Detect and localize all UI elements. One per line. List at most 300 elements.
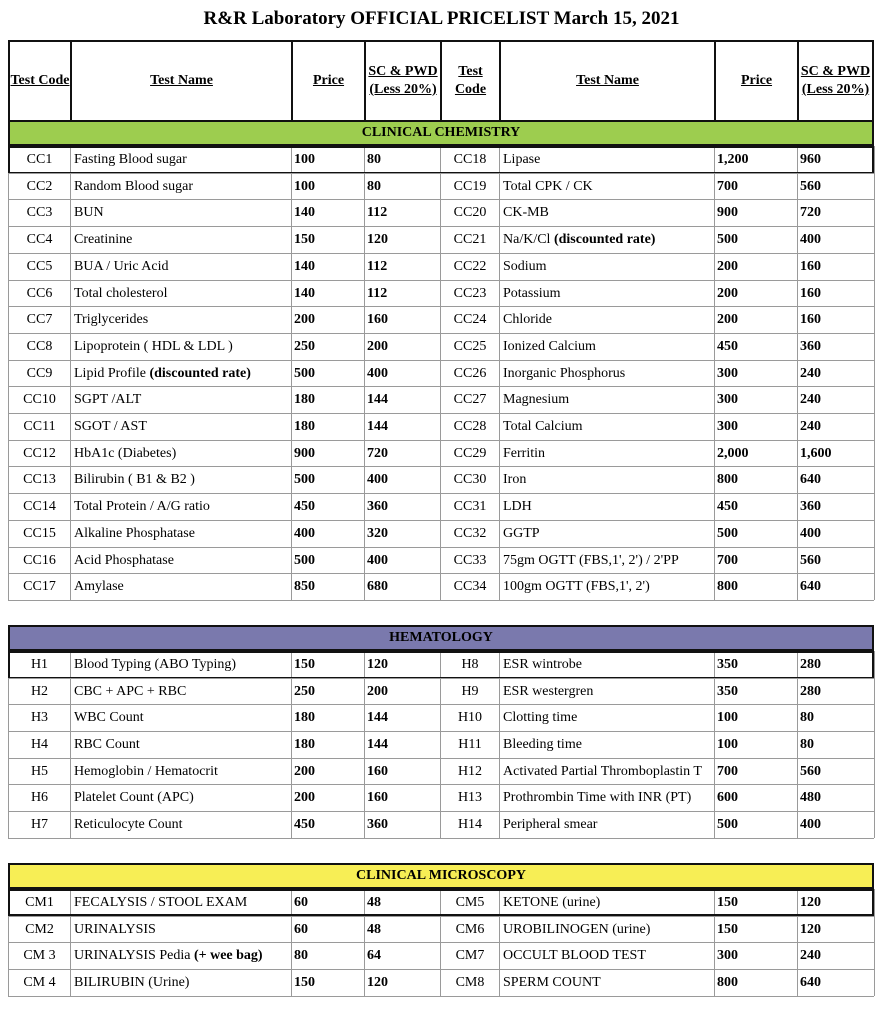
cell-text: Total CPK / CK (503, 178, 593, 194)
table-cell-name (70, 199, 291, 226)
cell-text: CC30 (453, 472, 487, 488)
table-cell-code (8, 969, 70, 996)
table-cell-price (714, 704, 797, 731)
cell-text: 144 (367, 419, 388, 434)
table-cell-code (8, 758, 70, 785)
cell-text: H4 (30, 737, 49, 752)
table-cell-name (70, 916, 291, 943)
table-cell-name (499, 253, 714, 280)
cell-text: CC3 (26, 205, 53, 221)
cell-text: CC5 (26, 258, 53, 274)
header-test-code (8, 40, 72, 122)
cell-text: H13 (457, 790, 483, 806)
cell-text: WBC Count (74, 710, 144, 726)
table-cell-sc (364, 440, 440, 467)
cell-text: ESR wintrobe (503, 656, 582, 672)
cell-text: 100 (717, 710, 738, 726)
table-cell-code (440, 758, 499, 785)
cell-text: Inorganic Phosphorus (503, 365, 626, 381)
cell-text: 80 (367, 152, 381, 167)
table-cell-name (70, 413, 291, 440)
table-cell-code (8, 360, 70, 387)
table-cell-name (499, 333, 714, 360)
cell-text: CC16 (23, 552, 56, 568)
cell-text: 800 (717, 472, 738, 488)
table-cell-name (499, 784, 714, 811)
table-cell-sc (797, 333, 874, 360)
table-cell-name (499, 280, 714, 307)
cell-text: 250 (294, 683, 315, 699)
section-spacer (8, 838, 874, 863)
cell-text: H6 (30, 790, 49, 806)
table-cell-name (499, 547, 714, 574)
table-cell-code (440, 440, 499, 467)
cell-text: CM6 (455, 921, 485, 937)
cell-text: 120 (800, 921, 821, 937)
cell-text: Hemoglobin / Hematocrit (74, 763, 218, 779)
discount-note: (discounted rate) (553, 232, 656, 248)
cell-text: CC7 (26, 312, 53, 328)
table-cell-name (70, 573, 291, 600)
table-cell-sc (797, 173, 874, 200)
table-cell-name (70, 758, 291, 785)
cell-text: Blood Typing (ABO Typing) (74, 656, 237, 672)
cell-text: H7 (30, 817, 49, 833)
table-cell-name (70, 226, 291, 253)
cell-text: CC8 (26, 338, 53, 354)
table-cell-sc (364, 253, 440, 280)
table-cell-code (440, 146, 499, 173)
cell-text: 150 (717, 894, 738, 910)
table-cell-code (440, 226, 499, 253)
cell-text: 240 (800, 948, 821, 964)
table-cell-price (291, 758, 364, 785)
table-cell-code (8, 306, 70, 333)
cell-text: Bleeding time (503, 737, 582, 752)
table-cell-price (714, 573, 797, 600)
cell-text: H10 (457, 710, 483, 726)
table-cell-price (714, 360, 797, 387)
table-cell-code (440, 678, 499, 705)
table-cell-name (499, 493, 714, 520)
cell-text: 720 (367, 445, 388, 461)
cell-text: 160 (800, 312, 821, 328)
table-cell-name (70, 440, 291, 467)
cell-text: Bilirubin ( B1 & B2 ) (74, 472, 195, 488)
cell-text: 140 (294, 205, 315, 221)
table-cell-price (714, 173, 797, 200)
table-cell-price (291, 173, 364, 200)
cell-text: 160 (800, 285, 821, 301)
cell-text: 400 (800, 232, 821, 248)
cell-text: Platelet Count (APC) (74, 790, 194, 806)
table-cell-price (291, 226, 364, 253)
table-cell-name (499, 573, 714, 600)
table-cell-sc (797, 386, 874, 413)
cell-text: 120 (367, 656, 388, 672)
table-cell-code (440, 651, 499, 678)
table-cell-name (70, 969, 291, 996)
cell-text: 160 (367, 790, 388, 806)
section-hematology-header: HEMATOLOGY (8, 625, 874, 651)
cell-text: 600 (717, 790, 738, 806)
table-cell-code (8, 889, 70, 916)
cell-text: 350 (717, 683, 738, 699)
table-cell-code (8, 547, 70, 574)
table-cell-code (8, 413, 70, 440)
table-cell-sc (364, 731, 440, 758)
cell-text: 400 (294, 525, 315, 541)
section-spacer (8, 600, 874, 625)
table-cell-price (291, 651, 364, 678)
cell-text: Chloride (503, 312, 552, 328)
table-cell-code (440, 784, 499, 811)
table-cell-code (8, 651, 70, 678)
table-cell-code (8, 440, 70, 467)
cell-text: CC29 (453, 445, 487, 461)
table-cell-name (70, 146, 291, 173)
cell-text: 280 (800, 683, 821, 699)
cell-text: Reticulocyte Count (74, 817, 183, 833)
cell-text: CC23 (453, 285, 487, 301)
table-cell-sc (797, 280, 874, 307)
cell-text: CC21 (453, 232, 487, 248)
table-cell-price (291, 678, 364, 705)
table-cell-name (70, 651, 291, 678)
cell-text: CC4 (26, 232, 53, 248)
table-cell-price (291, 704, 364, 731)
cell-text: 100 (294, 178, 315, 194)
cell-text: 800 (717, 974, 738, 990)
table-cell-code (8, 916, 70, 943)
cell-text: GGTP (503, 525, 540, 541)
cell-text: 480 (800, 790, 821, 806)
table-cell-code (440, 731, 499, 758)
table-cell-price (291, 811, 364, 838)
table-cell-sc (364, 413, 440, 440)
cell-text: 720 (800, 205, 821, 221)
cell-text: 680 (367, 579, 388, 595)
table-cell-sc (797, 360, 874, 387)
table-cell-code (8, 146, 70, 173)
table-cell-name (499, 942, 714, 969)
table-cell-code (8, 520, 70, 547)
table-cell-name (70, 386, 291, 413)
cell-text: Fasting Blood sugar (74, 152, 187, 167)
cell-text: 160 (367, 312, 388, 328)
cell-text: Acid Phosphatase (74, 552, 174, 568)
table-cell-sc (364, 199, 440, 226)
cell-text: CM 4 (23, 974, 56, 990)
table-cell-code (440, 811, 499, 838)
table-cell-price (291, 520, 364, 547)
table-cell-price (291, 413, 364, 440)
header-label: Price (312, 73, 345, 88)
table-cell-sc (797, 146, 874, 173)
table-cell-price (291, 466, 364, 493)
table-cell-price (714, 146, 797, 173)
cell-text: ESR westergren (503, 683, 594, 699)
cell-text: H14 (457, 817, 483, 833)
table-cell-code (8, 942, 70, 969)
cell-text: CC13 (23, 472, 56, 488)
section-clinical-chemistry-header: CLINICAL CHEMISTRY (8, 120, 874, 146)
cell-text: Clotting time (503, 710, 578, 726)
cell-text: 112 (367, 205, 388, 221)
table-cell-price (291, 333, 364, 360)
table-cell-code (440, 942, 499, 969)
table-cell-price (714, 493, 797, 520)
cell-text: 900 (717, 205, 738, 221)
table-cell-name (499, 440, 714, 467)
cell-text: UROBILINOGEN (urine) (503, 921, 651, 937)
table-cell-sc (364, 360, 440, 387)
table-cell-price (714, 811, 797, 838)
table-cell-price (714, 226, 797, 253)
table-cell-name (499, 199, 714, 226)
cell-text: Potassium (503, 285, 561, 301)
table-cell-sc (364, 889, 440, 916)
cell-text: OCCULT BLOOD TEST (503, 948, 646, 964)
table-cell-sc (364, 704, 440, 731)
table-cell-code (8, 280, 70, 307)
pricelist-table (0, 40, 883, 1024)
header-price (714, 40, 799, 122)
cell-text: LDH (503, 499, 532, 515)
table-cell-sc (364, 811, 440, 838)
table-cell-sc (364, 969, 440, 996)
header-label: Test Name (150, 73, 213, 88)
cell-text: 180 (294, 710, 315, 726)
table-cell-code (8, 811, 70, 838)
table-cell-code (440, 333, 499, 360)
cell-text: 1,600 (800, 445, 832, 461)
table-cell-sc (797, 520, 874, 547)
cell-text: CC19 (453, 178, 487, 194)
table-bottom-border (8, 996, 874, 997)
cell-text: 360 (800, 338, 821, 354)
table-cell-name (70, 360, 291, 387)
cell-text: 200 (294, 312, 315, 328)
table-cell-name (70, 704, 291, 731)
cell-text: Magnesium (503, 392, 570, 408)
table-cell-code (440, 704, 499, 731)
cell-text: FECALYSIS / STOOL EXAM (74, 894, 248, 910)
table-cell-price (714, 651, 797, 678)
cell-text: 500 (294, 472, 315, 488)
table-cell-name (70, 306, 291, 333)
cell-text: 250 (294, 338, 315, 354)
cell-text: Na/K/Cl (503, 232, 554, 248)
table-cell-price (714, 678, 797, 705)
table-cell-code (440, 493, 499, 520)
cell-text: Peripheral smear (503, 817, 598, 833)
table-cell-name (70, 520, 291, 547)
table-cell-sc (364, 146, 440, 173)
cell-text: CK-MB (503, 205, 549, 221)
table-cell-code (8, 784, 70, 811)
cell-text: Lipoprotein ( HDL & LDL ) (74, 338, 233, 354)
table-cell-sc (797, 758, 874, 785)
cell-text: CC6 (26, 285, 53, 301)
cell-text: 100 (717, 737, 738, 752)
table-cell-code (8, 386, 70, 413)
table-cell-sc (364, 226, 440, 253)
cell-text: 180 (294, 419, 315, 434)
table-cell-name (70, 466, 291, 493)
table-cell-code (8, 731, 70, 758)
table-cell-sc (364, 173, 440, 200)
cell-text: 100gm OGTT (FBS,1', 2') (503, 579, 650, 595)
cell-text: 800 (717, 579, 738, 595)
table-cell-price (291, 306, 364, 333)
table-cell-code (440, 969, 499, 996)
table-cell-name (499, 969, 714, 996)
cell-text: 150 (294, 232, 315, 248)
cell-text: 360 (800, 499, 821, 515)
table-cell-sc (797, 440, 874, 467)
table-cell-code (440, 413, 499, 440)
table-cell-price (291, 969, 364, 996)
table-cell-name (499, 520, 714, 547)
table-cell-name (499, 758, 714, 785)
table-cell-name (499, 704, 714, 731)
cell-text: 850 (294, 579, 315, 595)
cell-text: 200 (294, 790, 315, 806)
table-cell-price (291, 199, 364, 226)
cell-text: 75gm OGTT (FBS,1', 2') / 2'PP (503, 552, 679, 568)
table-cell-code (8, 704, 70, 731)
cell-text: CC22 (453, 258, 487, 274)
cell-text: 120 (367, 974, 388, 990)
cell-text: CM1 (25, 894, 54, 910)
cell-text: Lipase (503, 152, 541, 167)
table-cell-price (714, 199, 797, 226)
cell-text: 80 (800, 710, 814, 726)
cell-text: 500 (717, 232, 738, 248)
cell-text: 700 (717, 178, 738, 194)
cell-text: CC12 (23, 445, 56, 461)
table-cell-price (714, 413, 797, 440)
cell-text: 900 (294, 445, 315, 461)
table-cell-code (440, 173, 499, 200)
header-label: SC & PWD (Less 20%) (800, 64, 871, 97)
table-cell-code (440, 386, 499, 413)
cell-text: 120 (800, 894, 821, 910)
cell-text: 500 (717, 525, 738, 541)
cell-text: 180 (294, 392, 315, 408)
table-cell-price (714, 253, 797, 280)
table-cell-name (70, 731, 291, 758)
cell-text: RBC Count (74, 737, 140, 752)
cell-text: 240 (800, 419, 821, 434)
cell-text: CM5 (455, 894, 485, 910)
header-label: Test Code (454, 64, 487, 97)
cell-text: CC26 (453, 365, 487, 381)
cell-text: CC31 (453, 499, 487, 515)
cell-text: H11 (458, 737, 482, 752)
cell-text: 200 (367, 683, 388, 699)
cell-text: Ferritin (503, 445, 545, 461)
cell-text: 60 (294, 921, 308, 937)
cell-text: 200 (294, 763, 315, 779)
table-cell-price (714, 520, 797, 547)
cell-text: BUA / Uric Acid (74, 258, 169, 274)
table-cell-code (440, 360, 499, 387)
cell-text: 160 (367, 763, 388, 779)
cell-text: 960 (800, 152, 821, 167)
cell-text: 150 (294, 974, 315, 990)
table-cell-price (291, 916, 364, 943)
table-cell-code (8, 573, 70, 600)
table-cell-price (291, 547, 364, 574)
cell-text: Sodium (503, 258, 547, 274)
table-cell-sc (797, 226, 874, 253)
cell-text: 300 (717, 948, 738, 964)
table-cell-price (291, 493, 364, 520)
cell-text: CM8 (455, 974, 485, 990)
table-cell-price (714, 784, 797, 811)
table-cell-sc (364, 520, 440, 547)
header-test-code (440, 40, 501, 122)
cell-text: 500 (294, 365, 315, 381)
cell-text: 300 (717, 365, 738, 381)
table-right-border (874, 889, 875, 996)
table-cell-sc (797, 731, 874, 758)
table-cell-code (440, 199, 499, 226)
table-cell-sc (797, 493, 874, 520)
table-cell-code (8, 466, 70, 493)
cell-text: CC1 (26, 152, 53, 167)
cell-text: 560 (800, 763, 821, 779)
table-right-border (874, 146, 875, 600)
cell-text: CM 3 (23, 948, 56, 964)
cell-text: 200 (367, 338, 388, 354)
table-cell-sc (797, 466, 874, 493)
table-cell-name (499, 731, 714, 758)
table-cell-price (714, 889, 797, 916)
cell-text: 60 (294, 894, 308, 910)
table-cell-name (499, 173, 714, 200)
table-cell-price (714, 440, 797, 467)
table-cell-name (70, 173, 291, 200)
section-clinical-microscopy-header: CLINICAL MICROSCOPY (8, 863, 874, 889)
table-cell-name (499, 226, 714, 253)
table-cell-name (499, 306, 714, 333)
cell-text: Alkaline Phosphatase (74, 525, 195, 541)
table-cell-price (714, 916, 797, 943)
cell-text: Triglycerides (74, 312, 149, 328)
cell-text: 400 (367, 472, 388, 488)
table-cell-sc (364, 942, 440, 969)
cell-text: Lipid Profile (74, 365, 150, 381)
table-cell-price (714, 280, 797, 307)
table-cell-name (499, 811, 714, 838)
cell-text: 400 (800, 525, 821, 541)
table-cell-code (440, 253, 499, 280)
cell-text: 700 (717, 552, 738, 568)
table-cell-name (70, 493, 291, 520)
cell-text: CC34 (453, 579, 487, 595)
cell-text: 240 (800, 365, 821, 381)
table-cell-sc (364, 466, 440, 493)
table-cell-price (714, 969, 797, 996)
table-cell-code (440, 520, 499, 547)
cell-text: H2 (30, 683, 49, 699)
cell-text: Random Blood sugar (74, 178, 193, 194)
cell-text: 112 (367, 285, 388, 301)
cell-text: Total cholesterol (74, 285, 168, 301)
